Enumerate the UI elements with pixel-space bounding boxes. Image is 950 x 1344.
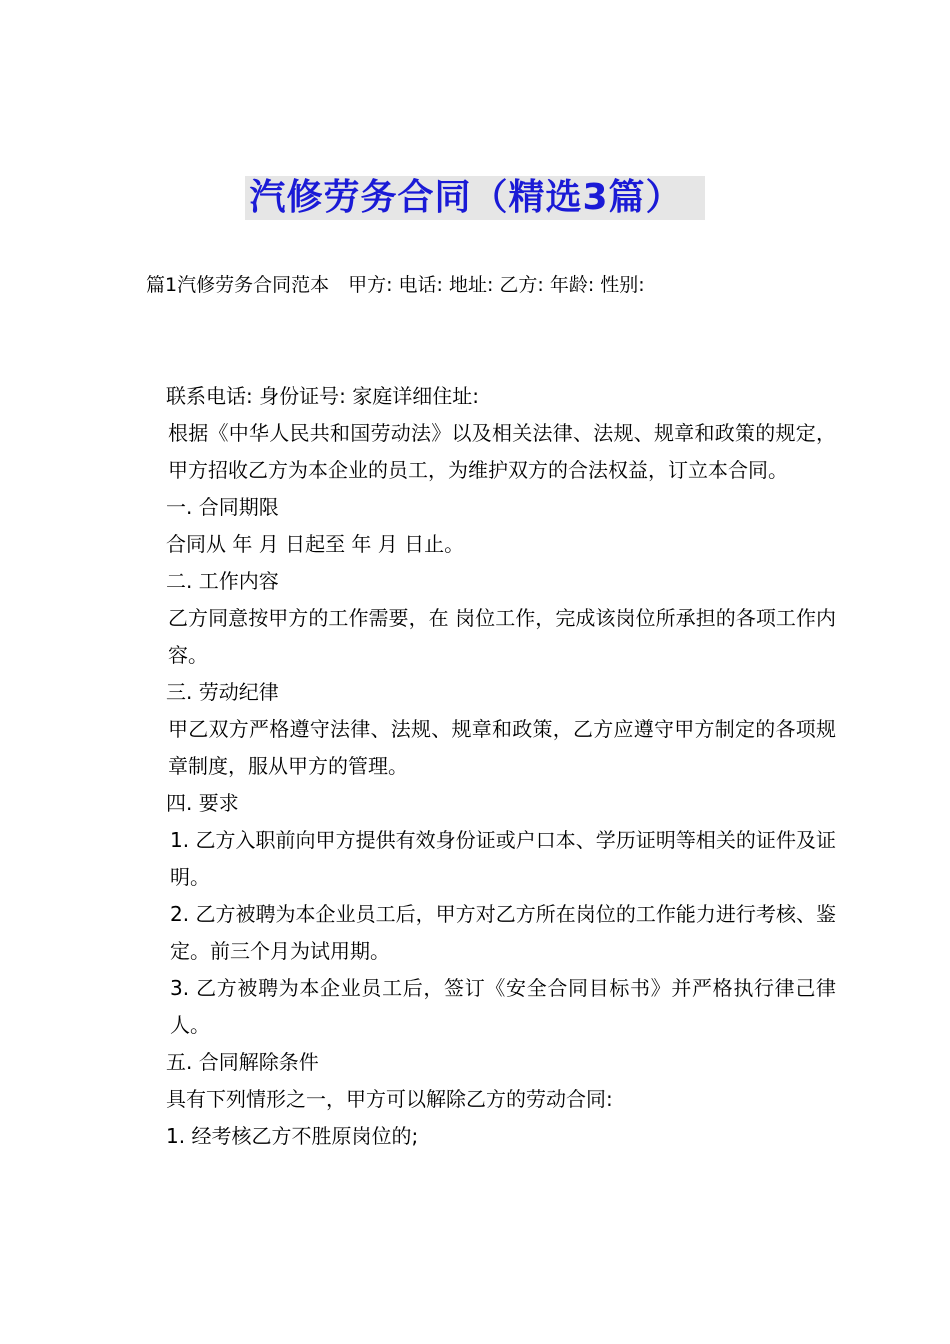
contact-info-paragraph: 联系电话: 身份证号: 家庭详细住址:	[166, 384, 479, 408]
title-container	[0, 176, 950, 220]
section-heading-term: 一. 合同期限	[166, 495, 279, 519]
section-heading-requirements: 四. 要求	[166, 791, 239, 815]
termination-paragraph: 具有下列情形之一，甲方可以解除乙方的劳动合同:	[166, 1087, 613, 1111]
intro-line: 篇1汽修劳务合同范本 甲方: 电话: 地址: 乙方: 年龄: 性别:	[146, 274, 645, 296]
termination-item-1: 1. 经考核乙方不胜原岗位的;	[166, 1124, 419, 1148]
term-paragraph: 合同从 年 月 日起至 年 月 日止。	[166, 532, 465, 556]
requirement-item-3: 3. 乙方被聘为本企业员工后，签订《安全合同目标书》并严格执行律己律人。	[170, 976, 836, 1037]
section-heading-termination: 五. 合同解除条件	[166, 1050, 319, 1074]
work-paragraph: 乙方同意按甲方的工作需要，在 岗位工作，完成该岗位所承担的各项工作内容。	[168, 606, 836, 667]
document-title: 汽修劳务合同（精选3篇）	[245, 176, 704, 220]
preamble-paragraph: 根据《中华人民共和国劳动法》以及相关法律、法规、规章和政策的规定，甲方招收乙方为本企业的员工，为维护双方的合法权益，订立本合同。	[168, 421, 836, 482]
requirement-item-1: 1. 乙方入职前向甲方提供有效身份证或户口本、学历证明等相关的证件及证明。	[170, 828, 836, 889]
discipline-paragraph: 甲乙双方严格遵守法律、法规、规章和政策，乙方应遵守甲方制定的各项规章制度，服从甲方的管理。	[168, 717, 836, 778]
contract-body	[146, 378, 836, 1155]
requirement-item-2: 2. 乙方被聘为本企业员工后，甲方对乙方所在岗位的工作能力进行考核、鉴定。前三个月为试用期。	[170, 902, 836, 963]
section-heading-discipline: 三. 劳动纪律	[166, 680, 279, 704]
section-heading-work: 二. 工作内容	[166, 569, 279, 593]
